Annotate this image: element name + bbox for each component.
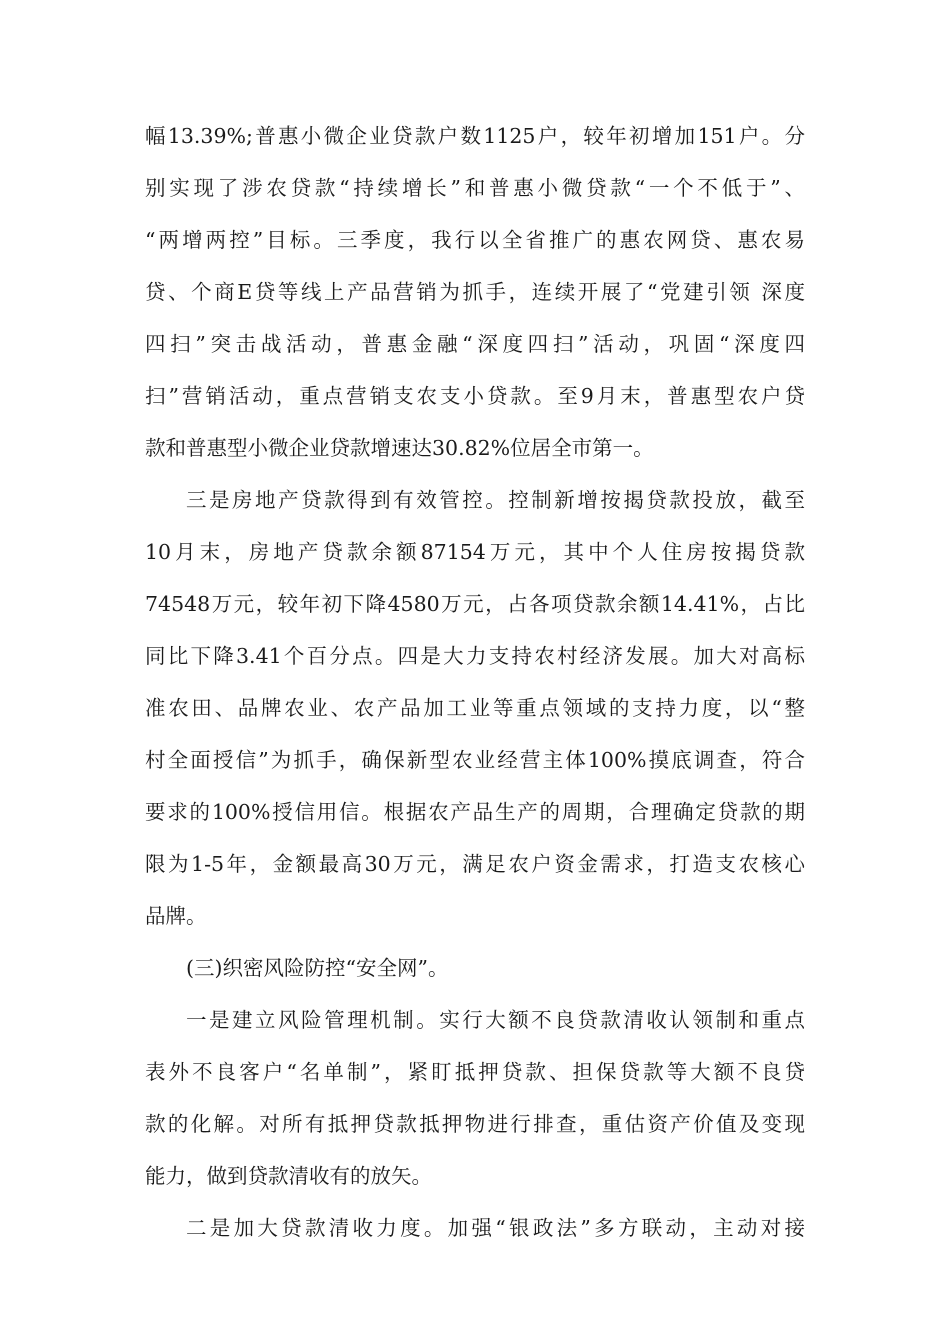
text-line: 幅13.39%;普惠小微企业贷款户数1125户，较年初增加151户。分 [145,124,805,148]
text-line: 四扫”突击战活动，普惠金融“深度四扫”活动，巩固“深度四 [145,332,805,356]
text-line: 限为1-5年，金额最高30万元，满足农户资金需求，打造支农核心 [145,852,805,876]
document-body [145,110,805,1254]
text-line: 要求的100%授信用信。根据农产品生产的周期，合理确定贷款的期 [145,800,805,824]
text-line: 10月末，房地产贷款余额87154万元，其中个人住房按揭贷款 [145,540,805,564]
section-heading: (三)织密风险防控“安全网”。 [186,956,449,980]
text-line: 扫”营销活动，重点营销支农支小贷款。至9月末，普惠型农户贷 [145,384,805,408]
paragraph-start-line: 一是建立风险管理机制。实行大额不良贷款清收认领制和重点 [186,1008,805,1032]
text-line: 能力，做到贷款清收有的放矢。 [145,1164,432,1188]
paragraph-start-line: 二是加大贷款清收力度。加强“银政法”多方联动，主动对接 [186,1216,805,1240]
text-line: “两增两控”目标。三季度，我行以全省推广的惠农网贷、惠农易 [145,228,805,252]
text-line: 准农田、品牌农业、农产品加工业等重点领域的支持力度，以“整 [145,696,805,720]
text-line: 74548万元，较年初下降4580万元，占各项贷款余额14.41%，占比 [145,592,805,616]
paragraph-start-line: 三是房地产贷款得到有效管控。控制新增按揭贷款投放，截至 [186,488,805,512]
text-line: 款和普惠型小微企业贷款增速达30.82%位居全市第一。 [145,436,654,460]
text-line: 别实现了涉农贷款“持续增长”和普惠小微贷款“一个不低于”、 [145,176,805,200]
text-line: 品牌。 [145,904,207,928]
text-line: 同比下降3.41个百分点。四是大力支持农村经济发展。加大对高标 [145,644,805,668]
text-line: 村全面授信”为抓手，确保新型农业经营主体100%摸底调查，符合 [145,748,805,772]
text-line: 款的化解。对所有抵押贷款抵押物进行排查，重估资产价值及变现 [145,1112,805,1136]
text-line: 贷、个商E贷等线上产品营销为抓手，连续开展了“党建引领 深度 [145,280,805,304]
text-line: 表外不良客户“名单制”，紧盯抵押贷款、担保贷款等大额不良贷 [145,1060,805,1084]
